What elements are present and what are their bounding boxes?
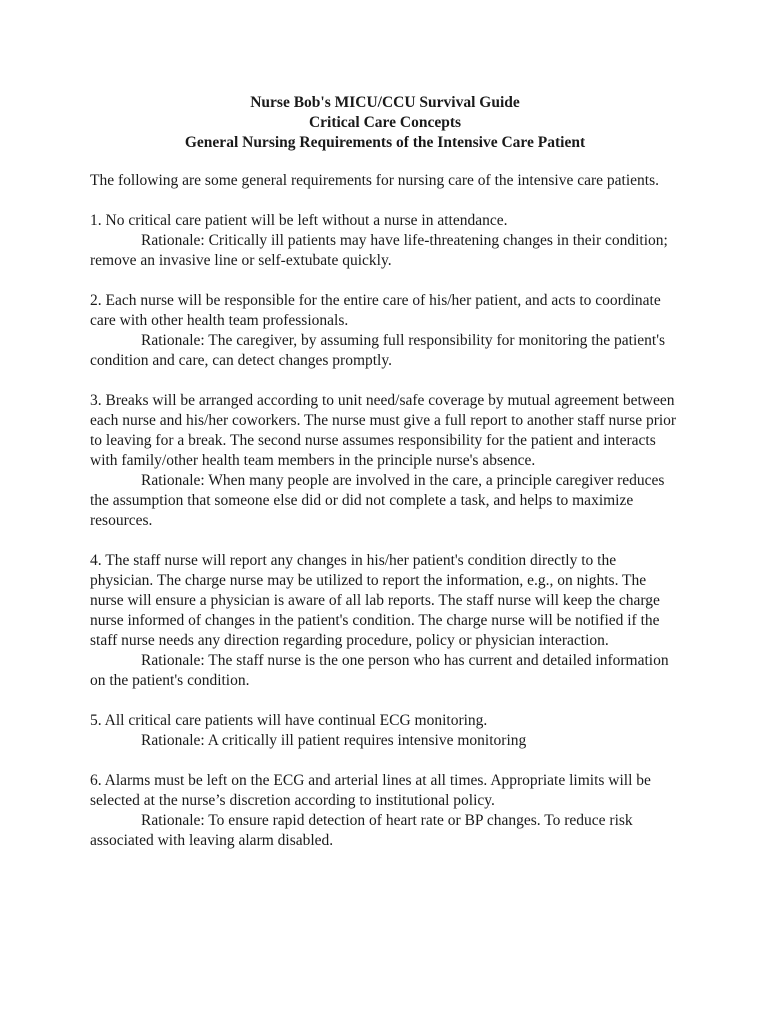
requirement-statement: 1. No critical care patient will be left without a nurse in attendance. [90, 212, 508, 229]
page-title: General Nursing Requirements of the Intensive Care Patient [184, 134, 586, 151]
requirement-rationale: Rationale: When many people are involved in the care, a principle caregiver reduces the assumption that someone else did or did not complete a task, and helps to maximize resources. [90, 472, 665, 529]
requirement-item-6 [90, 771, 680, 851]
requirement-statement: 6. Alarms must be left on the ECG and arterial lines at all times. Appropriate limits will be selected at the nurse’s discretion according to institutional policy. [90, 772, 651, 809]
requirement-rationale: Rationale: The caregiver, by assuming full responsibility for monitoring the patient's condition and care, can detect changes promptly. [90, 332, 666, 369]
requirement-item-1 [90, 211, 680, 271]
requirement-statement: 4. The staff nurse will report any changes in his/her patient's condition directly to the physician. The charge nurse may be utilized to report the information, e.g., on nights. The nurse will ensure a physician is aware of all lab reports. The staff nurse will keep the charge nurse informed of changes in the patient's condition. The charge nurse will be notified if the staff nurse needs any direction regarding procedure, policy or physician interaction. [90, 552, 660, 649]
requirement-item-5 [90, 711, 680, 751]
document-page [90, 93, 680, 871]
requirement-item-3 [90, 391, 680, 531]
requirement-rationale: Rationale: To ensure rapid detection of heart rate or BP changes. To reduce risk associated with leaving alarm disabled. [90, 812, 633, 849]
intro-paragraph: The following are some general requirements for nursing care of the intensive care patients. [90, 172, 659, 189]
requirement-rationale: Rationale: A critically ill patient requires intensive monitoring [141, 732, 527, 749]
requirement-rationale: Rationale: The staff nurse is the one person who has current and detailed information on the patient's condition. [90, 652, 669, 689]
requirement-rationale: Rationale: Critically ill patients may have life-threatening changes in their condition; remove an invasive line or self-extubate quickly. [90, 232, 668, 269]
requirement-statement: 2. Each nurse will be responsible for the entire care of his/her patient, and acts to coordinate care with other health team professionals. [90, 292, 661, 329]
requirement-item-2 [90, 291, 680, 371]
requirement-statement: 3. Breaks will be arranged according to unit need/safe coverage by mutual agreement between each nurse and his/her coworkers. The nurse must give a full report to another staff nurse prior to leaving for a break. The second nurse assumes responsibility for the patient and interacts with family/other health team members in the principle nurse's absence. [90, 392, 677, 469]
requirement-statement: 5. All critical care patients will have continual ECG monitoring. [90, 712, 488, 729]
guide-title: Nurse Bob's MICU/CCU Survival Guide [250, 94, 520, 111]
section-title: Critical Care Concepts [308, 114, 462, 131]
document-header [90, 93, 680, 153]
requirement-item-4 [90, 551, 680, 691]
